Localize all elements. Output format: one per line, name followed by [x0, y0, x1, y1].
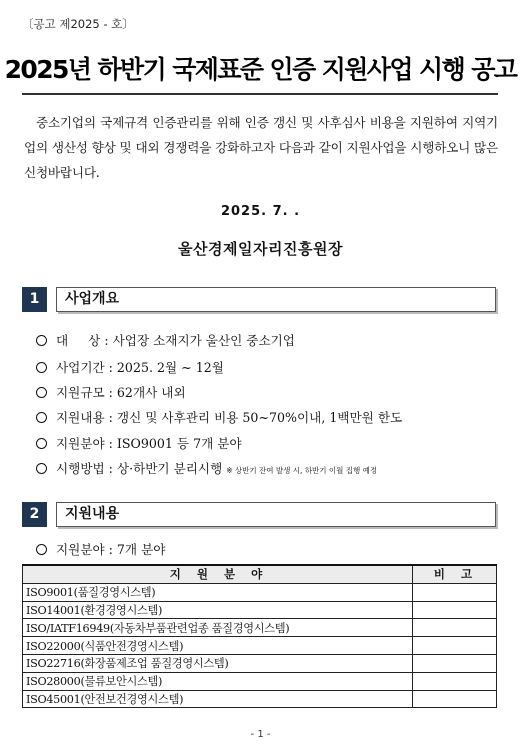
circle-bullet-icon [36, 544, 47, 555]
circle-bullet-icon [36, 438, 47, 449]
section-1-number: 1 [22, 287, 47, 312]
overview-item-label: 시행방법 [56, 461, 105, 476]
section-2-title: 지원내용 [56, 502, 496, 527]
issuing-organization: 울산경제일자리진흥원장 [178, 240, 343, 258]
table-cell-field: ISO/IATF16949(자동차부품관련업종 품질경영시스템) [23, 619, 413, 637]
overview-item-label: 지원내용 [56, 410, 105, 425]
overview-item-note: ※ 상반기 잔여 발생 시, 하반기 이월 집행 예정 [226, 466, 378, 475]
circle-bullet-icon [36, 362, 47, 373]
page-number: - 1 - [250, 729, 271, 740]
column-header-field: 지 원 분 야 [23, 565, 413, 583]
overview-item-label: 사업기간 [56, 360, 105, 375]
table-row [23, 672, 497, 690]
overview-item-value: 사업장 소재지가 울산인 중소기업 [112, 333, 295, 348]
table-header-row [23, 565, 497, 583]
notice-number: 〔공고 제2025 - 호〕 [22, 17, 134, 31]
section-1-title: 사업개요 [56, 287, 496, 312]
table-row [23, 690, 497, 708]
table-cell-note [413, 637, 497, 655]
table-cell-field: ISO28000(물류보안시스템) [23, 672, 413, 690]
section-2-number: 2 [22, 502, 47, 527]
table-cell-field: ISO9001(품질경영시스템) [23, 583, 413, 601]
circle-bullet-icon [36, 412, 47, 423]
support-fields-table [22, 564, 497, 708]
circle-bullet-icon [36, 335, 47, 346]
table-cell-note [413, 672, 497, 690]
overview-item-content: 지원내용 : 갱신 및 사후관리 비용 50~70%이내, 1백만원 한도 [36, 407, 402, 426]
overview-item-value: 갱신 및 사후관리 비용 50~70%이내, 1백만원 한도 [116, 410, 403, 425]
table-row [23, 619, 497, 637]
table-cell-field: ISO22000(식품안전경영시스템) [23, 637, 413, 655]
overview-item-value: 62개사 내외 [116, 385, 186, 400]
table-cell-note [413, 619, 497, 637]
table-cell-field: ISO45001(안전보건경영시스템) [23, 690, 413, 708]
support-field-value: 7개 분야 [116, 542, 166, 557]
circle-bullet-icon [36, 387, 47, 398]
overview-item-field: 지원분야 : ISO9001 등 7개 분야 [36, 433, 242, 452]
overview-item-value: ISO9001 등 7개 분야 [116, 436, 242, 451]
table-cell-note [413, 583, 497, 601]
table-cell-note [413, 690, 497, 708]
overview-item-label: 지원분야 [56, 436, 105, 451]
support-field-bullet: 지원분야 : 7개 분야 [36, 539, 165, 558]
overview-item-period: 사업기간 : 2025. 2월 ~ 12월 [36, 357, 224, 376]
overview-item-target: 대 상 : 사업장 소재지가 울산인 중소기업 [36, 330, 295, 349]
page-title: 2025년 하반기 국제표준 인증 지원사업 시행 공고 [4, 55, 517, 84]
table-cell-note [413, 654, 497, 672]
table-row [23, 601, 497, 619]
overview-item-method: 시행방법 : 상·하반기 분리시행 ※ 상반기 잔여 발생 시, 하반기 이월 집행 예정 [36, 458, 377, 477]
table-row [23, 654, 497, 672]
table-cell-note [413, 601, 497, 619]
table-cell-field: ISO22716(화장품제조업 품질경영시스템) [23, 654, 413, 672]
table-cell-field: ISO14001(환경경영시스템) [23, 601, 413, 619]
table-row [23, 637, 497, 655]
notice-date: 2025. 7. . [220, 204, 301, 219]
overview-item-label: 대 상 [56, 333, 101, 348]
overview-item-label: 지원규모 [56, 385, 105, 400]
column-header-note: 비 고 [413, 565, 497, 583]
overview-item-scale: 지원규모 : 62개사 내외 [36, 382, 186, 401]
circle-bullet-icon [36, 463, 47, 474]
overview-item-value: 상·하반기 분리시행 [116, 461, 223, 476]
overview-item-value: 2025. 2월 ~ 12월 [116, 360, 224, 375]
support-field-label: 지원분야 [56, 542, 105, 557]
title-divider [22, 93, 498, 95]
intro-paragraph: 중소기업의 국제규격 인증관리를 위해 인증 갱신 및 사후심사 비용을 지원하여 지역기업의 생산성 향상 및 대외 경쟁력을 강화하고자 다음과 같이 지원사업을 시행하오니 많은 신청바랍니다. [24, 115, 498, 180]
table-row [23, 583, 497, 601]
